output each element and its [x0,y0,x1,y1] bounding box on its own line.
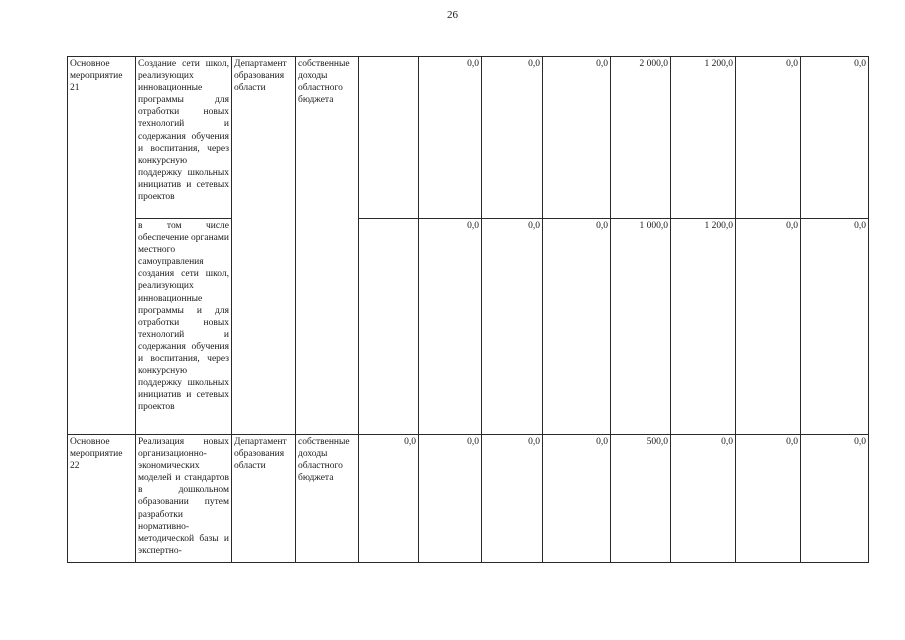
value-cell: 0,0 [736,435,801,563]
executor-cell [232,435,296,563]
value-cell: 1 200,0 [671,219,736,435]
value-cell: 0,0 [736,219,801,435]
value-cell: 0,0 [736,57,801,219]
value-cell: 0,0 [671,435,736,563]
page-number: 26 [447,9,458,21]
value-cell: 0,0 [482,219,543,435]
value-cell: 0,0 [419,219,482,435]
executor-text: Департамент образования области [234,437,287,472]
table-row [68,57,869,219]
value-cell: 0,0 [801,219,869,435]
value-cell: 0,0 [359,435,419,563]
value-cell: 1 000,0 [611,219,671,435]
table-row [68,435,869,563]
value-cell: 2 000,0 [611,57,671,219]
value-cell: 500,0 [611,435,671,563]
description-cell: Создание сети школ, реализующих инновационные программы для отработки новых технологий и содержания обучения и воспитания, через конкурсную поддержку школьных инициатив и сетевых проектов [136,57,232,219]
event-cell: Основное мероприятие 21 [68,57,136,435]
value-cell: 0,0 [543,57,611,219]
value-cell: 1 200,0 [671,57,736,219]
executor-cell: Департамент образования области [232,57,296,435]
description-cell: в том числе обеспечение органами местного самоуправления создания сети школ, реализующих инновационные программы и для отработки новых технологий и содержания обучения и воспитания, через конкурсную поддержку школьных инициатив и сетевых проектов [136,219,232,435]
value-cell: 0,0 [419,57,482,219]
funding-source-text: собственные доходы областного бюджета [298,437,350,484]
description-cell [136,435,232,563]
value-cell: 0,0 [801,57,869,219]
empty-cell [359,219,419,435]
funding-source-cell: собственные доходы областного бюджета [296,57,359,435]
value-cell: 0,0 [543,219,611,435]
funding-source-cell [296,435,359,563]
table-row [68,219,869,435]
event-text: Основное мероприятие 22 [70,437,123,472]
event-cell [68,435,136,563]
empty-cell [359,57,419,219]
value-cell: 0,0 [801,435,869,563]
description-text: Реализация новых организационно-экономических моделей и стандартов в дошкольном образовании путем разработки нормативно-методической базы и экспертно- [138,437,229,556]
program-table [67,56,869,563]
value-cell: 0,0 [482,435,543,563]
value-cell: 0,0 [543,435,611,563]
value-cell: 0,0 [482,57,543,219]
value-cell: 0,0 [419,435,482,563]
